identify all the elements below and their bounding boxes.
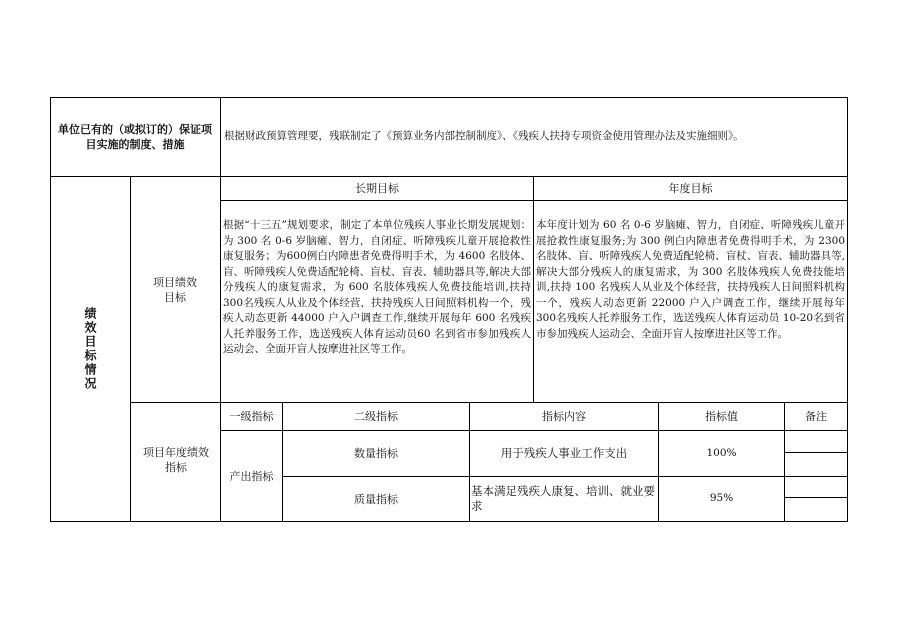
long-term-text: 根据“十三五”规划要求，制定了本单位残疾人事业长期发展规划：为 300 名 0-6 岁脑瘫、智力，自闭症、听障残疾儿童开展抢救性康复服务；为600例白内障患者免费得明手术，为 4600 名肢体、盲、听障残疾人免费适配轮椅、盲杖、盲表、辅助器具等,解决大部分残疾人的康复需求，为 600 名肢体残疾人免费技能培训,扶持 300名残疾人从业及个体经营，扶持残疾人日间照料机构一个，残疾人动态更新 44000 户入户调查工作,继续开展每年 600 名残疾人托养服务工作，选送残疾人体育运动员60 名到省市参加残疾人运动会、全面开盲人按摩进社区等工作。 xyxy=(223,219,531,355)
annual-text: 本年度计划为 60 名 0-6 岁脑瘫、智力，自闭症、听障残疾儿童开展抢救性康复服务;为 300 例白内障患者免费得明手术，为 2300 名肢体、盲、听障残疾人免费适配轮椅、盲杖、盲表、辅助器具等,解决大部分残疾人的康复需求，为 300 名肢体残疾人免费技能培训,扶持 100 名残疾人从业及个体经营，扶持残疾人日间照料机构一个，残疾人动态更新 22000 户入户调查工作，继续开展每年 300名残疾人托养服务工作，选送残疾人体育运动员 10-20名到省市参加残疾人运动会、全面开盲人按摩进社区等工作。 xyxy=(536,219,845,340)
table-row-level2: 数量指标 xyxy=(354,447,398,460)
section-label: 绩效目标情况 xyxy=(83,307,97,391)
table-row-level2: 质量指标 xyxy=(354,492,398,506)
table-row-note xyxy=(785,477,847,521)
indicators-label: 项目年度绩效指标 xyxy=(143,446,209,474)
measures-label: 单位已有的（或拟订的）保证项目实施的制度、措施 xyxy=(58,123,212,151)
table-row-value: 100% xyxy=(706,446,737,459)
table-row-content: 用于残疾人事业工作支出 xyxy=(500,445,628,460)
header-note: 备注 xyxy=(805,410,827,423)
level1-value: 产出指标 xyxy=(229,469,274,483)
header-level2: 二级指标 xyxy=(354,410,398,423)
annual-header: 年度目标 xyxy=(668,182,713,195)
header-level1: 一级指标 xyxy=(229,410,274,423)
long-term-header: 长期目标 xyxy=(355,182,399,195)
table-row-note xyxy=(785,431,847,476)
project-goal-label: 项目绩效目标 xyxy=(153,276,197,304)
header-value: 指标值 xyxy=(705,410,738,423)
table-row-value: 95% xyxy=(709,492,734,505)
header-content: 指标内容 xyxy=(542,410,586,423)
table-row-content: 基本满足残疾人康复、培训、就业要求 xyxy=(471,483,655,513)
measures-content: 根据财政预算管理要，残联制定了《预算业务内部控制制度》、《残疾人扶持专项资金使用管理办法及实施细则》。 xyxy=(224,130,744,143)
